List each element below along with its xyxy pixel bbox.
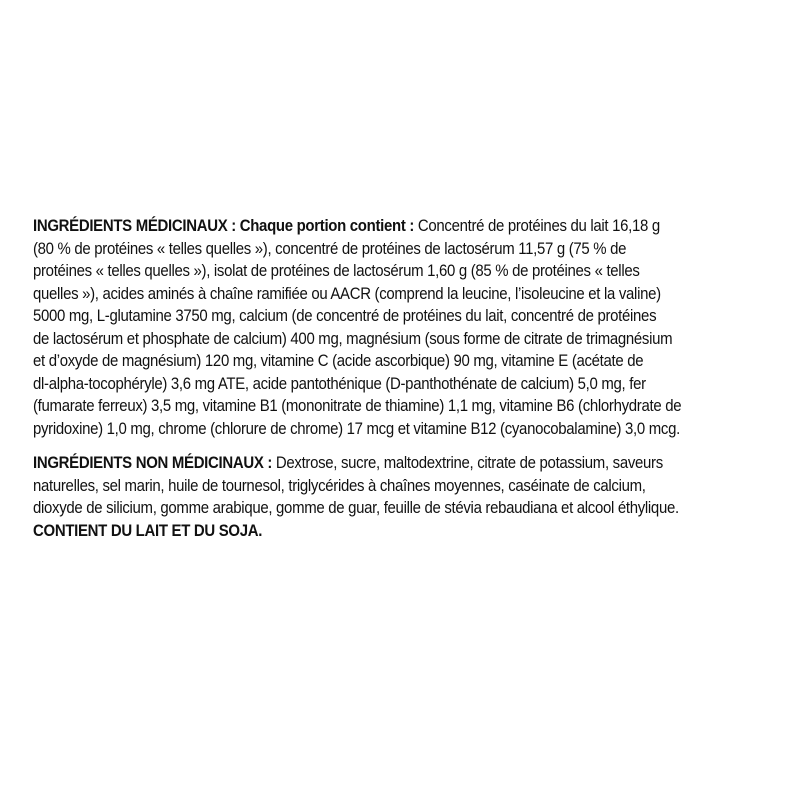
medicinal-line: et d’oxyde de magnésium) 120 mg, vitamine C (acide ascorbique) 90 mg, vitamine E (acétate de xyxy=(33,351,644,370)
medicinal-line: dl-alpha-tocophéryle) 3,6 mg ATE, acide pantothénique (D-panthothénate de calcium) 5,0 mg, fer xyxy=(33,373,646,393)
medicinal-line: (80 % de protéines « telles quelles »), concentré de protéines de lactosérum 11,57 g (75 % de xyxy=(33,238,627,258)
medicinal-line-1-text: Concentré de protéines du lait 16,18 g xyxy=(414,216,660,235)
medicinal-line: pyridoxine) 1,0 mg, chrome (chlorure de chrome) 17 mcg et vitamine B12 (cyanocobalamine) 3,0 mcg. xyxy=(33,418,680,438)
medicinal-line-1 xyxy=(33,215,689,238)
medicinal-ingredients-heading: INGRÉDIENTS MÉDICINAUX : Chaque portion contient : xyxy=(33,216,415,235)
ingredients-text-block xyxy=(33,215,689,542)
medicinal-line: 5000 mg, L-glutamine 3750 mg, calcium (de concentré de protéines du lait, concentré de protéines xyxy=(33,306,657,325)
allergen-statement: CONTIENT DU LAIT ET DU SOJA. xyxy=(33,520,263,540)
non-medicinal-line: naturelles, sel marin, huile de tournesol, triglycérides à chaînes moyennes, caséinate de calcium, xyxy=(33,475,646,495)
non-medicinal-line: dioxyde de silicium, gomme arabique, gomme de guar, feuille de stévia rebaudiana et alcool éthylique. xyxy=(33,498,679,517)
non-medicinal-line-1-text: Dextrose, sucre, maltodextrine, citrate de potassium, saveurs xyxy=(272,453,663,472)
medicinal-line: (fumarate ferreux) 3,5 mg, vitamine B1 (mononitrate de thiamine) 1,1 mg, vitamine B6 (chlorhydrate de xyxy=(33,396,682,415)
non-medicinal-ingredients-heading: INGRÉDIENTS NON MÉDICINAUX : xyxy=(33,453,273,472)
non-medicinal-line-1 xyxy=(33,452,689,475)
medicinal-line: protéines « telles quelles »), isolat de protéines de lactosérum 1,60 g (85 % de protéines « telles xyxy=(33,261,640,280)
medicinal-line: quelles »), acides aminés à chaîne ramifiée ou AACR (comprend la leucine, l’isoleucine et la valine) xyxy=(33,283,661,303)
medicinal-line: de lactosérum et phosphate de calcium) 400 mg, magnésium (sous forme de citrate de trimagnésium xyxy=(33,328,673,348)
